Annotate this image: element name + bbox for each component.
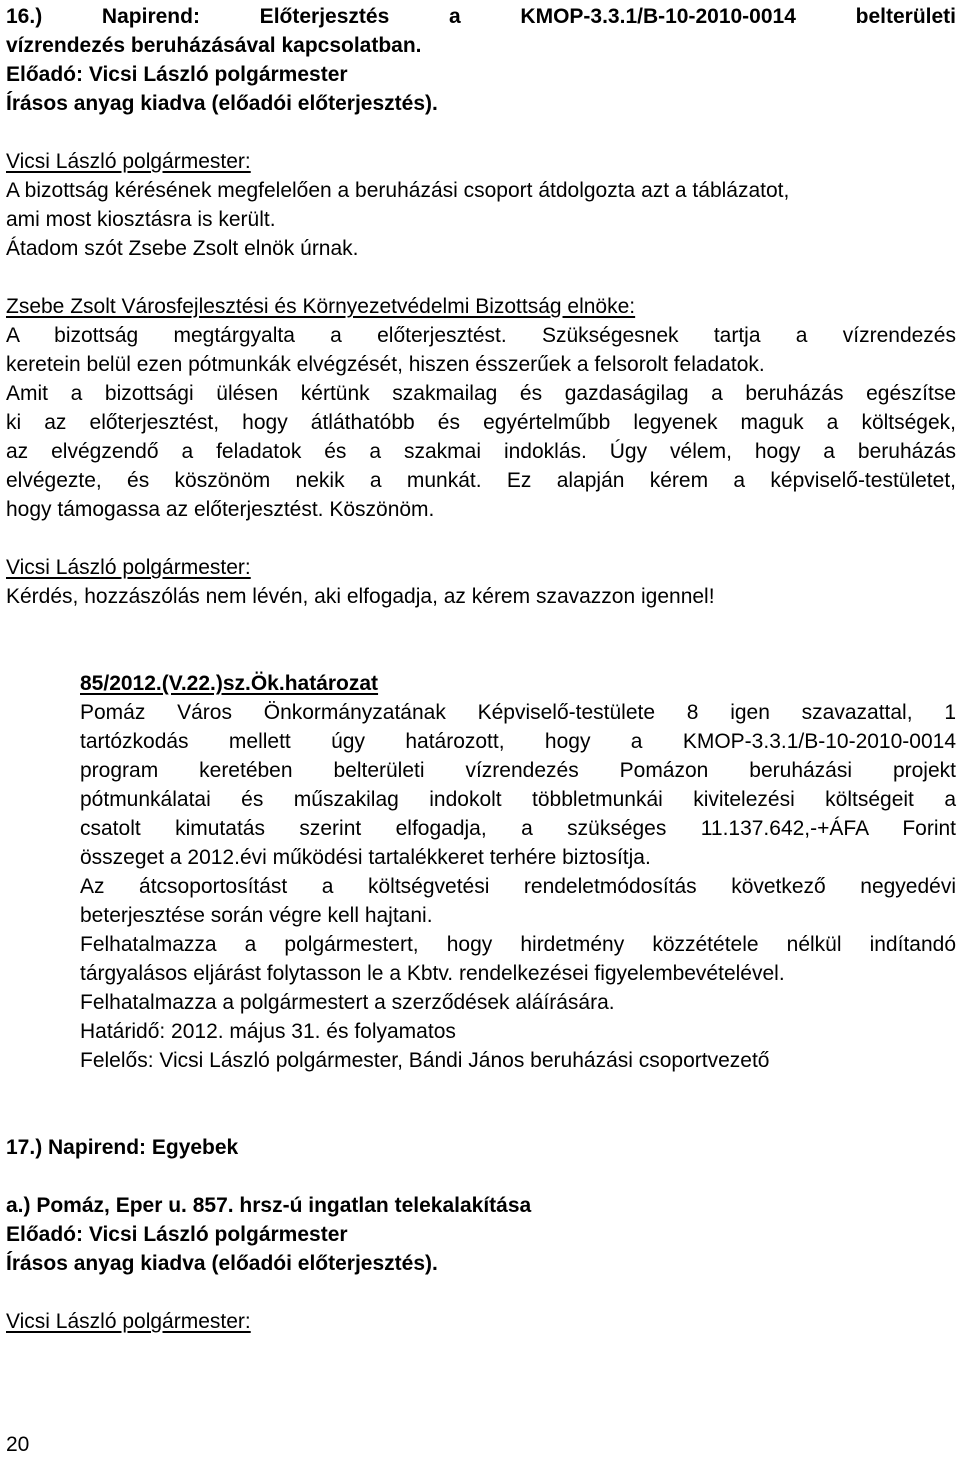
item16-presenter: Előadó: Vicsi László polgármester	[6, 63, 348, 86]
speaker-label: Vicsi László polgármester:	[6, 1310, 251, 1333]
speech-line: Kérdés, hozzászólás nem lévén, aki elfogadja, az kérem szavazzon igennel!	[6, 585, 715, 608]
item16-title-line2: vízrendezés beruházásával kapcsolatban.	[6, 34, 422, 57]
speech-line: hogy támogassa az előterjesztést. Köszönöm.	[6, 498, 435, 521]
spacer	[6, 118, 956, 147]
spacer	[6, 1104, 956, 1133]
document-page	[6, 2, 956, 1336]
speech-line: A bizottság kérésének megfelelően a beruházási csoport átdolgozta azt a táblázatot,	[6, 179, 790, 202]
item17-title: 17.) Napirend: Egyebek	[6, 1136, 239, 1159]
item16-material: Írásos anyag kiadva (előadói előterjesztés).	[6, 92, 438, 115]
speaker-label: Vicsi László polgármester:	[6, 556, 251, 579]
resolution-line: összeget a 2012.évi működési tartalékkeret terhére biztosítja.	[80, 846, 651, 869]
speech-line: elvégezte, és köszönöm nekik a munkát. Ez alapján kérem a képviselő-testületet,	[6, 469, 956, 492]
resolution-line: Felhatalmazza a polgármestert, hogy hirdetmény közzététele nélkül indítandó	[80, 933, 956, 956]
speech-line: Átadom szót Zsebe Zsolt elnök úrnak.	[6, 237, 359, 260]
spacer	[6, 611, 956, 640]
spacer	[6, 1278, 956, 1307]
resolution-line: csatolt kimutatás szerint elfogadja, a szükséges 11.137.642,-+ÁFA Forint	[80, 817, 956, 840]
speech-line: keretein belül ezen pótmunkák elvégzését, hiszen ésszerűek a felsorolt feladatok.	[6, 353, 765, 376]
speech-line: Amit a bizottsági ülésen kértünk szakmailag és gazdaságilag a beruházás egészítse	[6, 382, 956, 405]
resolution-line: tartózkodás mellett úgy határozott, hogy a KMOP-3.3.1/B-10-2010-0014	[80, 730, 956, 753]
speech-line: az elvégzendő a feladatok és a szakmai indoklás. Úgy vélem, hogy a beruházás	[6, 440, 956, 463]
spacer	[6, 640, 956, 669]
speech-line: ki az előterjesztést, hogy átláthatóbb és egyértelműbb legyenek maguk a költségek,	[6, 411, 956, 434]
speech-line: ami most kiosztásra is került.	[6, 208, 276, 231]
resolution-line: program keretében belterületi vízrendezés Pomázon beruházási projekt	[80, 759, 956, 782]
item16-title-line1: 16.) Napirend: Előterjesztés a KMOP-3.3.1/B-10-2010-0014 belterületi	[6, 5, 956, 28]
resolution-line: Pomáz Város Önkormányzatának Képviselő-testülete 8 igen szavazattal, 1	[80, 701, 956, 724]
resolution-line: pótmunkálatai és műszakilag indokolt többletmunkái kivitelezési költségeit a	[80, 788, 956, 811]
spacer	[6, 524, 956, 553]
resolution-line: beterjesztése során végre kell hajtani.	[80, 904, 433, 927]
resolution-number: 85/2012.(V.22.)sz.Ök.határozat	[80, 672, 379, 695]
speaker-label: Zsebe Zsolt Városfejlesztési és Környezetvédelmi Bizottság elnöke:	[6, 295, 636, 318]
speaker-label: Vicsi László polgármester:	[6, 150, 251, 173]
speech-line: A bizottság megtárgyalta a előterjesztést. Szükségesnek tartja a vízrendezés	[6, 324, 956, 347]
item17-presenter: Előadó: Vicsi László polgármester	[6, 1223, 348, 1246]
resolution-responsible: Felelős: Vicsi László polgármester, Bándi János beruházási csoportvezető	[80, 1049, 770, 1072]
resolution-line: Az átcsoportosítást a költségvetési rendeletmódosítás következő negyedévi	[80, 875, 956, 898]
spacer	[6, 1162, 956, 1191]
resolution-deadline: Határidő: 2012. május 31. és folyamatos	[80, 1020, 456, 1043]
spacer	[6, 263, 956, 292]
item17-subtitle: a.) Pomáz, Eper u. 857. hrsz-ú ingatlan telekalakítása	[6, 1194, 532, 1217]
resolution-line: tárgyalásos eljárást folytasson le a Kbtv. rendelkezései figyelembevételével.	[80, 962, 785, 985]
resolution-block	[80, 669, 956, 1075]
resolution-line: Felhatalmazza a polgármestert a szerződések aláírására.	[80, 991, 615, 1014]
item17-material: Írásos anyag kiadva (előadói előterjesztés).	[6, 1252, 438, 1275]
page-number: 20	[6, 1433, 30, 1456]
spacer	[6, 1075, 956, 1104]
